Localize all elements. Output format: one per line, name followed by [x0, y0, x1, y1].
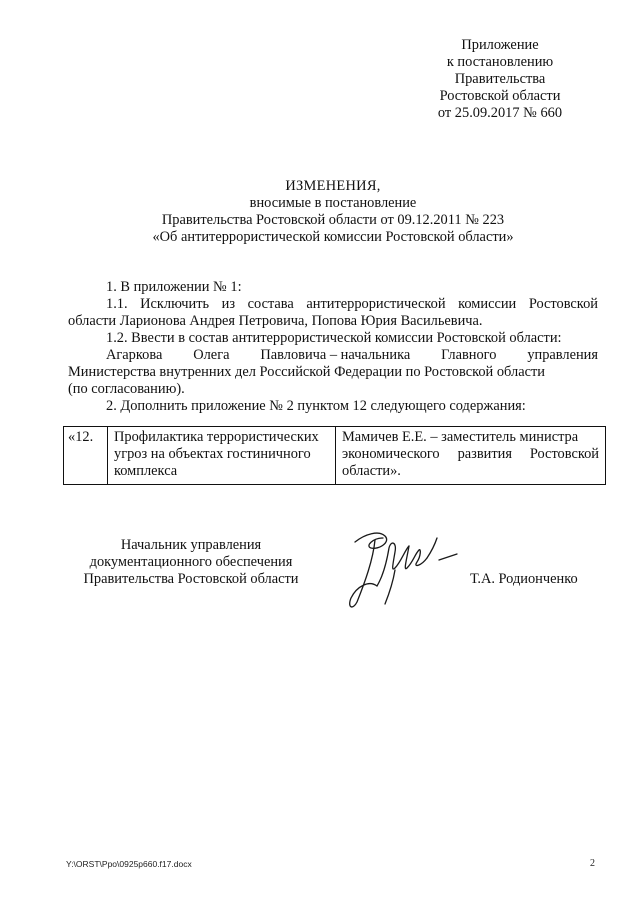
- measure-line: Профилактика террористических: [114, 429, 319, 445]
- word: Исключить: [140, 296, 210, 312]
- position-line: Начальник управления: [120, 537, 262, 553]
- position-line: документационного обеспечения: [89, 554, 293, 570]
- heading-subtitle-line: Правительства Ростовской области от 09.12.2011 № 223: [161, 212, 505, 228]
- word: экономического: [342, 446, 440, 462]
- responsible-line: [342, 446, 599, 463]
- appendix-header: [400, 37, 600, 122]
- paragraph-1: 1. В приложении № 1:: [106, 279, 242, 295]
- word: Главного: [441, 347, 497, 363]
- position-line: Правительства Ростовской области: [83, 571, 299, 587]
- signatory-position: [66, 537, 316, 588]
- word: из: [221, 296, 236, 312]
- document-title: ИЗМЕНЕНИЯ,: [285, 178, 381, 194]
- word: 1.1.: [106, 296, 128, 312]
- responsible-line: Мамичев Е.Е. – заместитель министра: [342, 429, 579, 445]
- word: Павловича – начальника: [260, 347, 411, 363]
- measure-line: угроз на объектах гостиничного: [114, 446, 311, 462]
- table-cell-measure: [108, 427, 336, 485]
- appendix-line: Приложение: [461, 37, 539, 53]
- document-body: [68, 279, 598, 415]
- word: антитеррористической: [306, 296, 446, 312]
- paragraph-1-2-line-2: Министерства внутренних дел Российской Федерации по Ростовской области: [68, 364, 545, 380]
- word: Ростовской: [529, 446, 599, 462]
- appendix-date-line: от 25.09.2017 № 660: [437, 105, 563, 121]
- appendix-line: к постановлению: [446, 54, 554, 70]
- paragraph-1-1-line-1: [68, 296, 598, 313]
- paragraph-1-2-line-3: (по согласованию).: [68, 381, 185, 397]
- word: управления: [527, 347, 598, 363]
- word: состава: [247, 296, 294, 312]
- paragraph-1-1-line-2: области Ларионова Андрея Петровича, Попова Юрия Васильевича.: [68, 313, 483, 329]
- paragraph-1-2: 1.2. Ввести в состав антитеррористической комиссии Ростовской области:: [106, 330, 562, 346]
- paragraph-2: 2. Дополнить приложение № 2 пунктом 12 следующего содержания:: [106, 398, 526, 414]
- handwritten-signature: [335, 520, 465, 615]
- heading-subtitle-line: вносимые в постановление: [249, 195, 417, 211]
- signatory-name: Т.А. Родионченко: [470, 571, 578, 587]
- page-number: 2: [590, 858, 595, 869]
- word: комиссии: [458, 296, 517, 312]
- appendix-line: Ростовской области: [439, 88, 561, 104]
- heading-subtitle-line: «Об антитеррористической комиссии Ростовской области»: [152, 229, 514, 245]
- footer-file-path: Y:\ORST\Ppo\0925p660.f17.docx: [66, 859, 192, 869]
- table-row: [64, 427, 606, 485]
- table-cell-responsible: [336, 427, 606, 485]
- paragraph-1-2-line-1: [68, 347, 598, 364]
- word: Ростовской: [528, 296, 598, 312]
- appendix-line: Правительства: [454, 71, 546, 87]
- responsible-line: области».: [342, 463, 401, 479]
- table-cell-number: «12.: [64, 427, 108, 485]
- word: развития: [457, 446, 512, 462]
- amendment-table: [63, 426, 606, 485]
- word: Агаркова: [106, 347, 163, 363]
- word: Олега: [193, 347, 230, 363]
- measure-line: комплекса: [114, 463, 178, 479]
- document-heading: [68, 178, 598, 246]
